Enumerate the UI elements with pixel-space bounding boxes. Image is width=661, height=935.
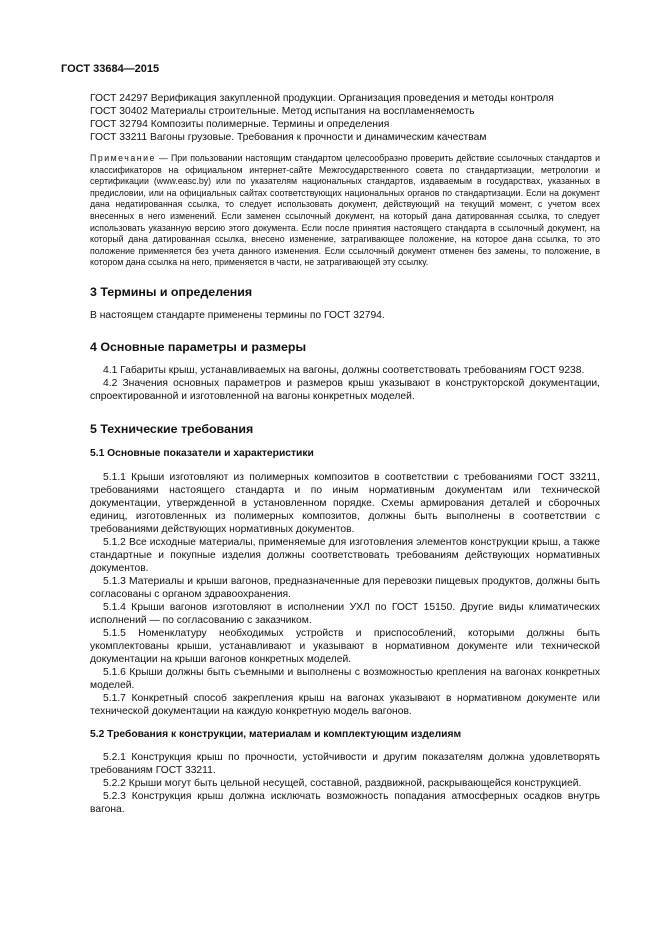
clause-5-1-5: 5.1.5 Номенклатуру необходимых устройств и приспособлений, которыми должны быть укомплектованы крыши, устанавливают и указывают в нормативном документе или технической документации на крыши вагонов конкретных моделей. [90, 627, 600, 665]
note-paragraph [90, 153, 600, 269]
section-4-heading: 4 Основные параметры и размеры [90, 339, 307, 354]
section-5-heading: 5 Технические требования [90, 421, 254, 436]
clause-5-1-2: 5.1.2 Все исходные материалы, применяемые для изготовления элементов конструкции крыш, а также стандартные и покупные изделия должны соответствовать требованиям действующих нормативных документов. [90, 536, 600, 574]
clause-5-1-4: 5.1.4 Крыши вагонов изготовляют в исполнении УХЛ по ГОСТ 15150. Другие виды климатических исполнений — по согласованию с заказчиком. [90, 601, 600, 626]
clause-5-2-2: 5.2.2 Крыши могут быть цельной несущей, составной, раздвижной, раскрывающейся конструкцией. [103, 777, 582, 789]
reference-item: ГОСТ 24297 Верификация закупленной продукции. Организация проведения и методы контроля [90, 93, 554, 104]
clause-5-2-3: 5.2.3 Конструкция крыш должна исключать возможность попадания атмосферных осадков внутрь вагона. [90, 790, 600, 815]
clause-5-1-6: 5.1.6 Крыши должны быть съемными и выполнены с возможностью крепления на вагонах конкретных моделей. [90, 666, 600, 691]
page-body [90, 92, 600, 816]
clause-5-1-7: 5.1.7 Конкретный способ закрепления крыш на вагонах указывают в нормативном документе или технической документации на каждую конкретную модель вагонов. [90, 692, 600, 717]
clause-5-1-1: 5.1.1 Крыши изготовляют из полимерных композитов в соответствии с требованиями ГОСТ 33211, требованиями настоящего стандарта и по иным нормативным документам или технической документации, утвержденной в установленном порядке. Схемы армирования деталей и сборочных единиц, изготовленных из полимерных композитов, должны быть выполнены в соответствии с требованиями действующих нормативных документов. [90, 471, 600, 535]
section-4-paragraph-2: 4.2 Значения основных параметров и размеров крыш указывают в конструкторской документации, спроектированной и изготовленной на вагоны конкретных моделей. [90, 377, 600, 402]
section-3-text: В настоящем стандарте применены термины по ГОСТ 32794. [90, 309, 385, 321]
clause-5-1-3: 5.1.3 Материалы и крыши вагонов, предназначенные для перевозки пищевых продуктов, должны быть согласованы с органом здравоохранения. [90, 575, 600, 600]
section-4-paragraph-1: 4.1 Габариты крыш, устанавливаемых на вагоны, должны соответствовать требованиям ГОСТ 9238. [103, 364, 585, 376]
note-label: Примечание [90, 153, 156, 163]
references-list [90, 92, 600, 144]
reference-item: ГОСТ 30402 Материалы строительные. Метод испытания на воспламеняемость [90, 106, 475, 117]
page-header-doc-id: ГОСТ 33684—2015 [61, 63, 160, 75]
clause-5-2-1: 5.2.1 Конструкция крыш по прочности, устойчивости и другим показателям должна удовлетворять требованиям ГОСТ 33211. [90, 751, 600, 776]
section-3-heading: 3 Термины и определения [90, 284, 253, 299]
reference-item: ГОСТ 32794 Композиты полимерные. Термины и определения [90, 119, 390, 130]
subsection-5-1-heading: 5.1 Основные показатели и характеристики [90, 447, 314, 459]
subsection-5-2-heading: 5.2 Требования к конструкции, материалам и комплектующим изделиям [90, 728, 462, 740]
reference-item: ГОСТ 33211 Вагоны грузовые. Требования к прочности и динамическим качествам [90, 132, 487, 143]
note-text: — При пользовании настоящим стандартом целесообразно проверить действие ссылочных стандартов и классификаторов на официальном интернет-сайте Межгосударственного совета по стандартизации, метрологии и сертификации (www.easc.by) или по указателям национальных стандартов, издаваемым в государствах, указанных в предисловии, или на официальных сайтах соответствующих национальных органов по стандартизации. Если на документ дана недатированная ссылка, то следует использовать документ, действующий на текущий момент, с учетом всех внесенных в него изменений. Если заменен ссылочный документ, на который дана датированная ссылка, то следует использовать указанную версию этого документа. Если после принятия настоящего стандарта в ссылочный документ, на который дана датированная ссылка, внесено изменение, затрагивающее положение, на которое дана ссылка, то это положение применяется без учета данного изменения. Если ссылочный документ отменен без замены, то положение, в котором дана ссылка на него, применяется в части, не затрагивающей эту ссылку. [90, 153, 600, 268]
